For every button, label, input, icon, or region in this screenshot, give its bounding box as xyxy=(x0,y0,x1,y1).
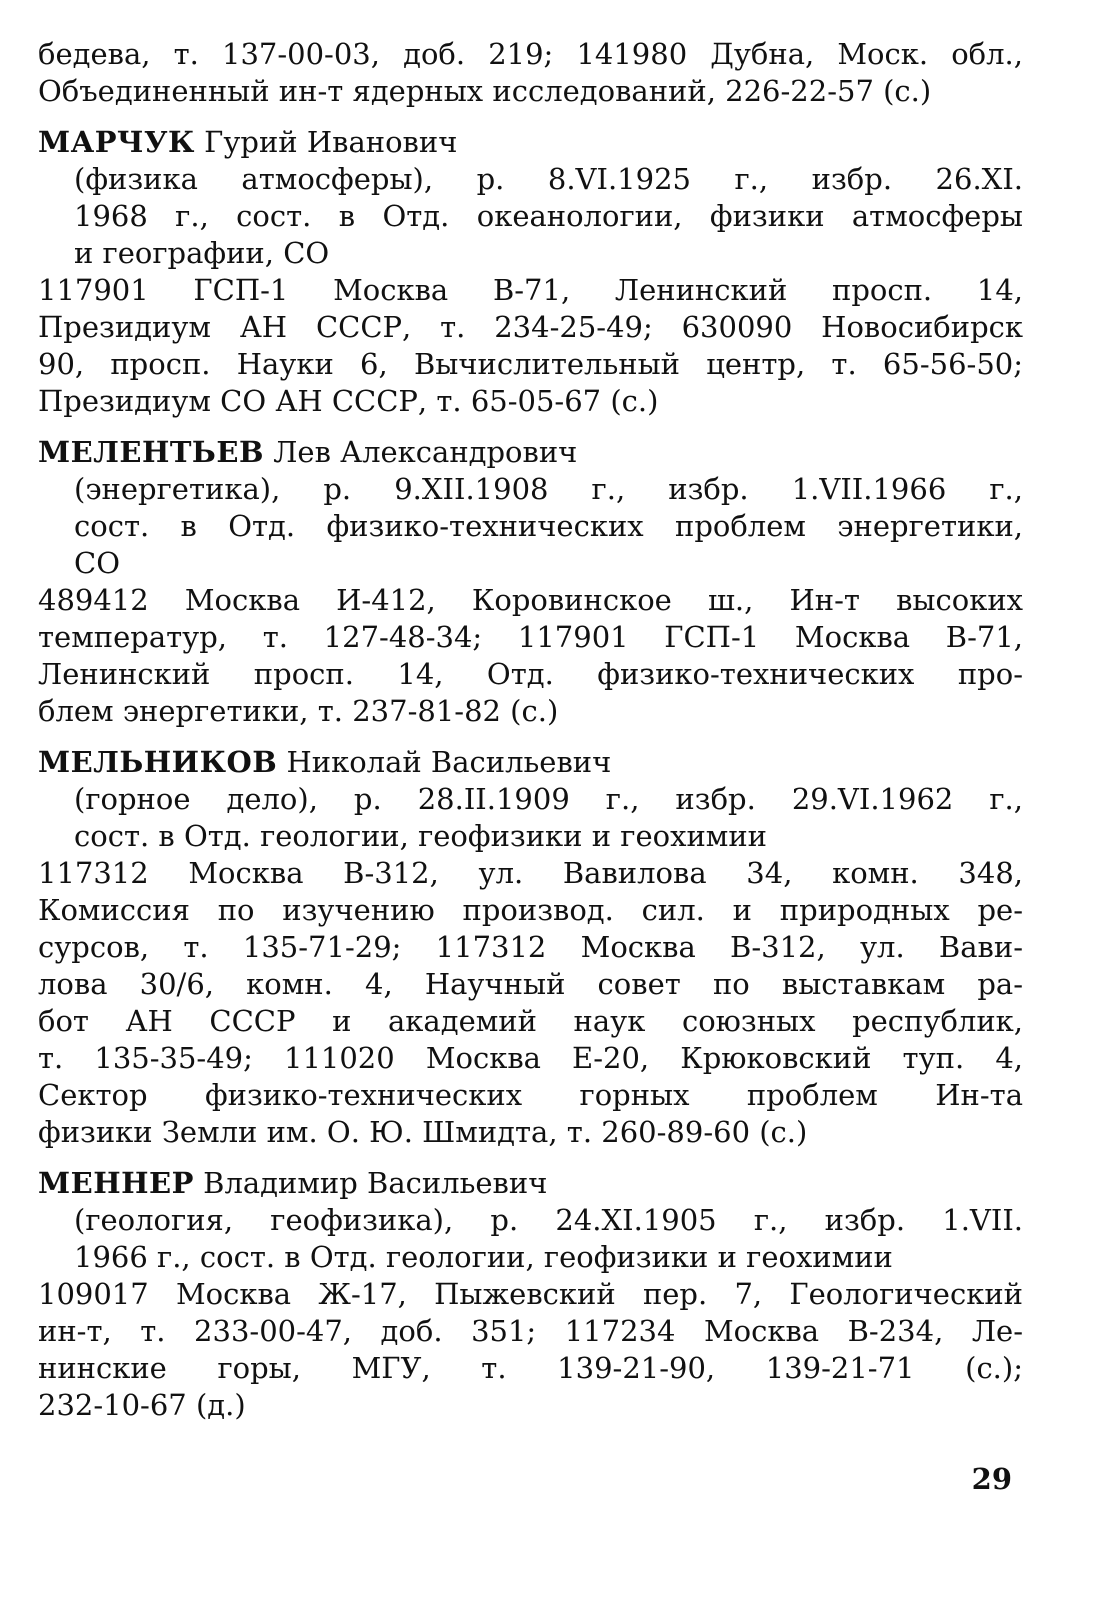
directory-page xyxy=(38,36,1023,1424)
entry-address-line: 489412 Москва И-412, Коровинское ш., Ин-т высоких xyxy=(38,583,1023,617)
entry-surname: МАРЧУК xyxy=(38,125,195,159)
entry-info-line: (горное дело), р. 28.II.1909 г., избр. 29.VI.1962 г., xyxy=(74,782,1023,816)
entry-address-line: бот АН СССР и академий наук союзных республик, xyxy=(38,1004,1023,1038)
entry-address-line: 90, просп. Науки 6, Вычислительный центр, т. 65-56-50; xyxy=(38,347,1023,381)
entry-address-line: блем энергетики, т. 237-81-82 (с.) xyxy=(38,694,559,728)
entry-info-line: (физика атмосферы), р. 8.VI.1925 г., избр. 26.XI. xyxy=(74,162,1023,196)
entry-address-line: Сектор физико-технических горных проблем Ин-та xyxy=(38,1078,1023,1112)
entry-address-line: т. 135-35-49; 111020 Москва Е-20, Крюковский туп. 4, xyxy=(38,1041,1023,1075)
entry-address-line: 232-10-67 (д.) xyxy=(38,1388,246,1422)
entry-melentyev xyxy=(38,434,1023,730)
entry-address-line: нинские горы, МГУ, т. 139-21-90, 139-21-71 (с.); xyxy=(38,1351,1023,1385)
entry-address-line: 117901 ГСП-1 Москва В-71, Ленинский просп. 14, xyxy=(38,273,1023,307)
entry-address-line: лова 30/6, комн. 4, Научный совет по выставкам ра- xyxy=(38,967,1023,1001)
entry-address-line: физики Земли им. О. Ю. Шмидта, т. 260-89-60 (с.) xyxy=(38,1115,808,1149)
entry-address-line: ин-т, т. 233-00-47, доб. 351; 117234 Москва В-234, Ле- xyxy=(38,1314,1023,1348)
entry-info-line: 1966 г., сост. в Отд. геологии, геофизики и геохимии xyxy=(74,1240,893,1274)
entry-info-line: СО xyxy=(74,546,120,580)
entry-address-line: Президиум СО АН СССР, т. 65-05-67 (с.) xyxy=(38,384,659,418)
entry-marchuk xyxy=(38,124,1023,420)
entry-surname: МЕЛЕНТЬЕВ xyxy=(38,435,264,469)
entry-heading xyxy=(38,434,1023,471)
page-number: 29 xyxy=(971,1462,1012,1496)
entry-surname: МЕННЕР xyxy=(38,1166,194,1200)
entry-address-line: Комиссия по изучению производ. сил. и природных ре- xyxy=(38,893,1023,927)
entry-info-line: сост. в Отд. физико-технических проблем энергетики, xyxy=(74,509,1023,543)
entry-given-name: Гурий Иванович xyxy=(204,125,458,159)
entry-info-line: (энергетика), р. 9.XII.1908 г., избр. 1.VII.1966 г., xyxy=(74,472,1023,506)
entry-info-line: (геология, геофизика), р. 24.XI.1905 г., избр. 1.VII. xyxy=(74,1203,1023,1237)
entry-surname: МЕЛЬНИКОВ xyxy=(38,745,278,779)
entry-info-line: 1968 г., сост. в Отд. океанологии, физики атмосферы xyxy=(74,199,1023,233)
entry-given-name: Николай Васильевич xyxy=(286,745,612,779)
intro-block xyxy=(38,36,1023,110)
entry-melnikov xyxy=(38,744,1023,1151)
entry-heading xyxy=(38,1165,1023,1202)
intro-line: бедева, т. 137-00-03, доб. 219; 141980 Дубна, Моск. обл., xyxy=(38,37,1023,71)
entry-address-line: Ленинский просп. 14, Отд. физико-технических про- xyxy=(38,657,1023,691)
entry-address-line: 117312 Москва В-312, ул. Вавилова 34, комн. 348, xyxy=(38,856,1023,890)
entry-heading xyxy=(38,744,1023,781)
intro-line: Объединенный ин-т ядерных исследований, 226-22-57 (с.) xyxy=(38,74,932,108)
entry-address-line: температур, т. 127-48-34; 117901 ГСП-1 Москва В-71, xyxy=(38,620,1023,654)
entry-given-name: Лев Александрович xyxy=(273,435,578,469)
entry-address-line: сурсов, т. 135-71-29; 117312 Москва В-312, ул. Вави- xyxy=(38,930,1023,964)
entry-menner xyxy=(38,1165,1023,1424)
entry-address-line: 109017 Москва Ж-17, Пыжевский пер. 7, Геологический xyxy=(38,1277,1023,1311)
entry-given-name: Владимир Васильевич xyxy=(203,1166,548,1200)
entry-info-line: и географии, СО xyxy=(74,236,330,270)
entry-heading xyxy=(38,124,1023,161)
entry-address-line: Президиум АН СССР, т. 234-25-49; 630090 Новосибирск xyxy=(38,310,1023,344)
entry-info-line: сост. в Отд. геологии, геофизики и геохимии xyxy=(74,819,767,853)
